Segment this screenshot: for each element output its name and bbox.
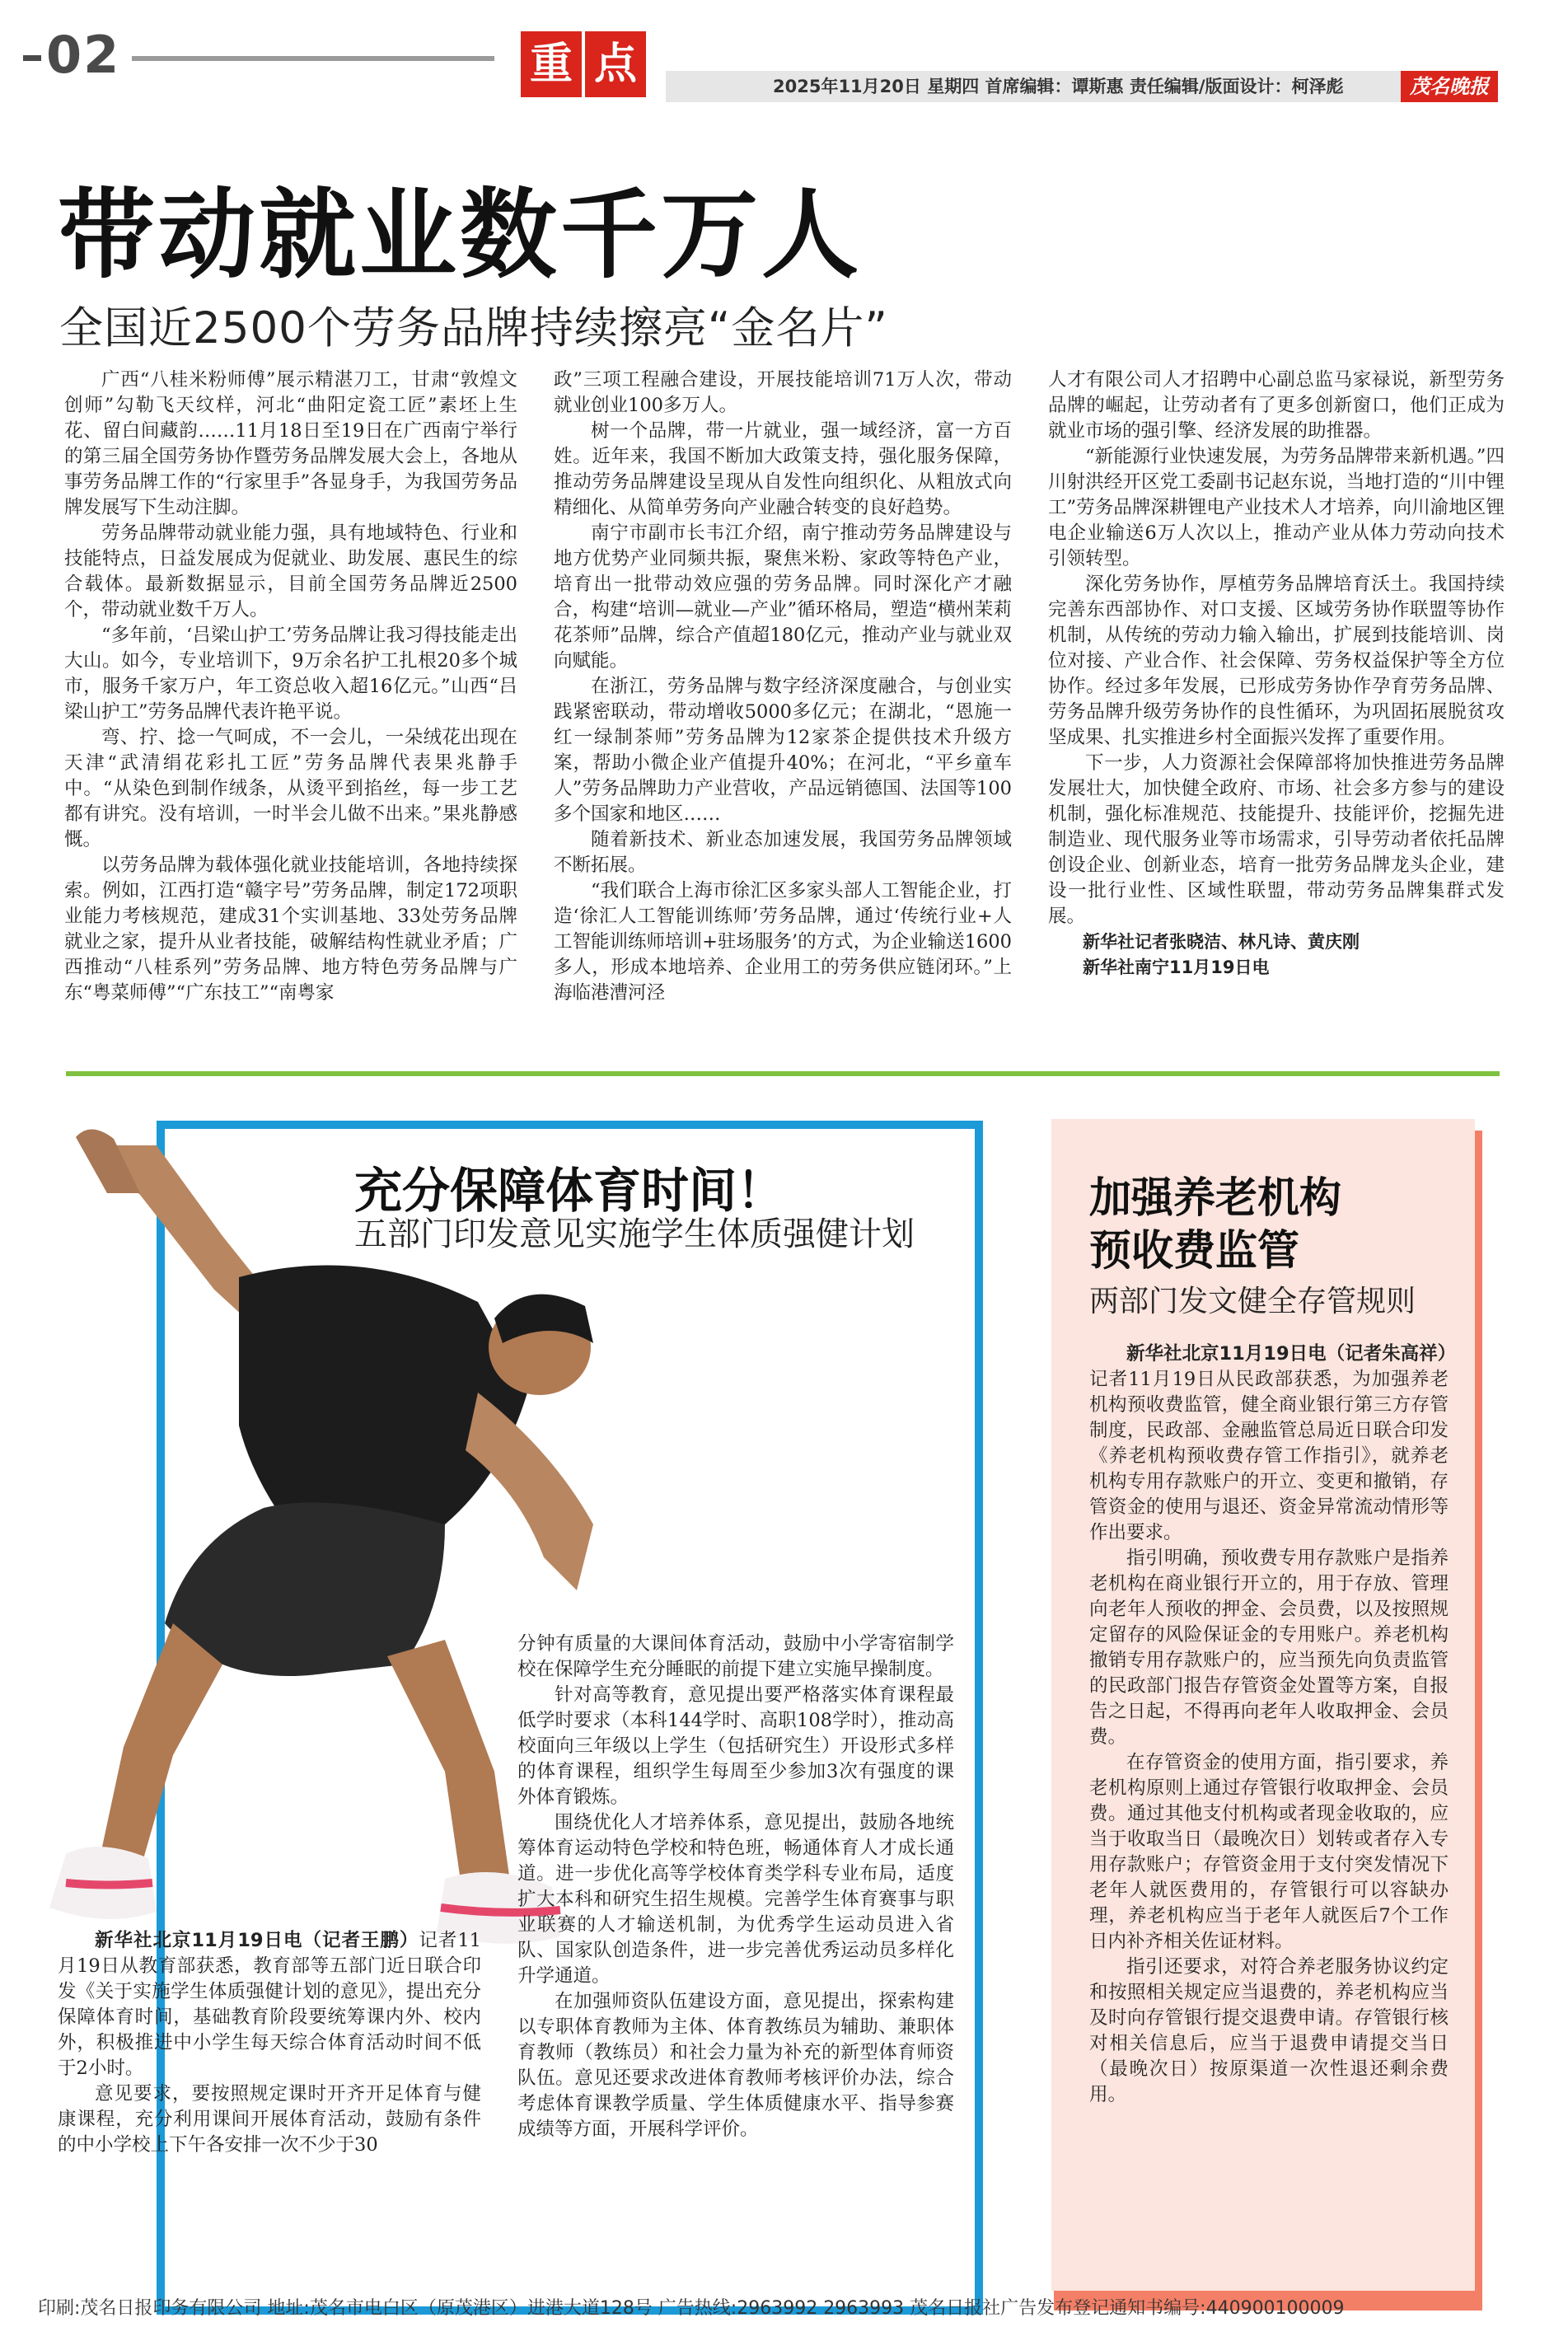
main-column-2 [554, 368, 1012, 1006]
sports-column-1 [58, 1928, 481, 2158]
paragraph: 以劳务品牌为载体强化就业技能培训，各地持续探索。例如，江西打造“赣字号”劳务品牌，制定172项职业能力考核规范，建成31个实训基地、33处劳务品牌就业之家，提升从业者技能，破解结构性就业矛盾；广西推动“八桂系列”劳务品牌、地方特色劳务品牌与广东“粤菜师傅”“广东技工”“南粤家 [64, 854, 517, 1004]
paragraph: 分钟有质量的大课间体育活动，鼓励中小学寄宿制学校在保障学生充分睡眠的前提下建立实施早操制度。 [517, 1633, 954, 1680]
sports-lead-label: 新华社北京11月19日电（记者王鹏） [95, 1930, 419, 1951]
paragraph: 随着新技术、新业态加速发展，我国劳务品牌领域不断拓展。 [554, 829, 1012, 876]
paragraph: 深化劳务协作，厚植劳务品牌培育沃土。我国持续完善东西部协作、对口支援、区域劳务协作联盟等协作机制，从传统的劳动力输入输出，扩展到技能培训、岗位对接、产业合作、社会保障、劳务权益保护等全方位协作。经过多年发展，已形成劳务协作孕育劳务品牌、劳务品牌升级劳务协作的良性循环，为巩固拓展脱贫攻坚成果、扎实推进乡村全面振兴发挥了重要作用。 [1048, 574, 1505, 748]
paragraph: 南宁市副市长韦江介绍，南宁推动劳务品牌建设与地方优势产业同频共振，聚焦米粉、家政等特色产业，培育出一批带动效应强的劳务品牌。同时深化产才融合，构建“培训—就业—产业”循环格局，塑造“横州茉莉花茶师”品牌，综合产值超180亿元，推动产业与就业双向赋能。 [554, 522, 1012, 672]
pension-title-line: 加强养老机构 [1089, 1174, 1342, 1223]
paragraph: 在存管资金的使用方面，指引要求，养老机构原则上通过存管银行收取押金、会员费。通过其他支付机构或者现金收取的，应当于收取当日（最晚次日）划转或者存入专用存款账户；存管资金用于支付突发情况下老年人就医费用的，存管银行可以容缺办理，养老机构应当于老年人就医后7个工作日内补齐相关佐证材料。 [1089, 1752, 1449, 1952]
section-char-2: 点 [585, 31, 646, 97]
paragraph: 下一步，人力资源社会保障部将加快推进劳务品牌发展壮大，加快健全政府、市场、社会多方参与的建设机制，强化标准规范、技能提升、技能评价，挖掘先进制造业、现代服务业等市场需求，引导劳动者依托品牌创设企业、创新业态，培育一批劳务品牌龙头企业，建设一批行业性、区域性联盟，带动劳务品牌集群式发展。 [1048, 752, 1505, 927]
section-char-1: 重 [521, 31, 582, 97]
section-divider [66, 1071, 1500, 1076]
main-column-1 [64, 368, 517, 1006]
footer-info: 印刷:茂名日报印务有限公司 地址:茂名市电白区（原茂港区）进港大道128号 广告热线:2963992 2963993 茂名日报社广告发布登记通知书编号:440900100009 [38, 2298, 1345, 2319]
sports-column-2 [517, 1632, 954, 2142]
pension-title [1089, 1173, 1341, 1278]
byline-reporters: 新华社记者张晓洁、林凡诗、黄庆刚 [1083, 932, 1360, 952]
sports-title: 充分保障体育时间！ [354, 1163, 785, 1219]
paragraph: 广西“八桂米粉师傅”展示精湛刀工，甘肃“敦煌文创师”勾勒飞天纹样，河北“曲阳定瓷工匠”素坯上生花、留白间藏韵……11月18日至19日在广西南宁举行的第三届全国劳务协作暨劳务品牌发展大会上，各地从事劳务品牌工作的“行家里手”各显身手，为我国劳务品牌发展写下生动注脚。 [64, 369, 517, 518]
main-subhead: 全国近2500个劳务品牌持续擦亮“金名片” [59, 303, 888, 353]
paragraph: 围绕优化人才培养体系，意见提出，鼓励各地统筹体育运动特色学校和特色班，畅通体育人才成长通道。进一步优化高等学校体育类学科专业布局，适度扩大本科和研究生招生规模。完善学生体育赛事与职业联赛的人才输送机制，为优秀学生运动员进入省队、国家队创造条件，进一步完善优秀运动员多样化升学通道。 [517, 1812, 954, 1987]
main-headline: 带动就业数千万人 [58, 178, 863, 292]
paragraph: 指引明确，预收费专用存款账户是指养老机构在商业银行开立的，用于存放、管理向老年人预收的押金、会员费，以及按照规定留存的风险保证金的专用账户。养老机构撤销专用存款账户的，应当预先向负责监管的民政部门报告存管资金处置等方案，自报告之日起，不得再向老年人收取押金、会员费。 [1089, 1547, 1449, 1748]
main-column-3 [1048, 368, 1505, 981]
paragraph: 意见要求，要按照规定课时开齐开足体育与健康课程，充分利用课间开展体育活动，鼓励有条件的中小学校上下午各安排一次不少于30 [58, 2083, 481, 2156]
pension-subtitle: 两部门发文健全存管规则 [1089, 1285, 1416, 1318]
paragraph [1089, 1341, 1457, 1546]
paragraph: 针对高等教育，意见提出要严格落实体育课程最低学时要求（本科144学时、高职108学时），推动高校面向三年级以上学生（包括研究生）开设形式多样的体育课程，组织学生每周至少参加3次有强度的课外体育锻炼。 [517, 1684, 954, 1808]
pension-title-line: 预收费监管 [1089, 1227, 1300, 1276]
paragraph: “我们联合上海市徐汇区多家头部人工智能企业，打造‘徐汇人工智能训练师’劳务品牌，通过‘传统行业+人工智能训练师培训+驻场服务’的方式，为企业输送1600多人，形成本地培养、企业用工的劳务供应链闭环。”上海临港漕河泾 [554, 880, 1012, 1004]
paragraph: 在浙江，劳务品牌与数字经济深度融合，与创业实践紧密联动，带动增收5000多亿元；在湖北，“恩施一红一绿制茶师”劳务品牌为12家茶企提供技术升级方案，帮助小微企业产值提升40%；在河北，“平乡童车人”劳务品牌助力产业营收，产品远销德国、法国等100多个国家和地区…… [554, 676, 1012, 825]
page-number: 02 [23, 25, 120, 85]
paragraph: 指引还要求，对符合养老服务协议约定和按照相关规定应当退费的，养老机构应当及时向存管银行提交退费申请。存管银行核对相关信息后，应当于退费申请提交当日（最晚次日）按原渠道一次性退还剩余费用。 [1089, 1956, 1449, 2105]
paragraph: “多年前，‘吕梁山护工’劳务品牌让我习得技能走出大山。如今，专业培训下，9万余名护工扎根20多个城市，服务千家万户，年工资总收入超16亿元。”山西“吕梁山护工”劳务品牌代表许艳平说。 [64, 625, 517, 723]
paragraph: 弯、拧、捻一气呵成，不一会儿，一朵绒花出现在天津“武清绢花彩扎工匠”劳务品牌代表果兆静手中。“从染色到制作绒条，从烫平到掐丝，每一步工艺都有讲究。没有培训，一时半会儿做不出来。”果兆静感慨。 [64, 727, 517, 850]
paragraph: 树一个品牌，带一片就业，强一域经济，富一方百姓。近年来，我国不断加大政策支持，强化服务保障，推动劳务品牌建设呈现从自发性向组织化、从粗放式向精细化、从简单劳务向产业融合转变的良好趋势。 [554, 420, 1012, 518]
section-label [521, 31, 646, 97]
paragraph: 在加强师资队伍建设方面，意见提出，探索构建以专职体育教师为主体、体育教练员为辅助、兼职体育教师（教练员）和社会力量为补充的新型体育师资队伍。意见还要求改进体育教师考核评价办法，综合考虑体育课教学质量、学生体质健康水平、指导参赛成绩等方面，开展科学评价。 [517, 1991, 954, 2140]
paragraph: “新能源行业快速发展，为劳务品牌带来新机遇。”四川射洪经开区党工委副书记赵东说，当地打造的“川中锂工”劳务品牌深耕锂电产业技术人才培养，向川渝地区锂电企业输送6万人次以上，推动产业从体力劳动向技术引领转型。 [1048, 446, 1505, 569]
pension-column [1089, 1341, 1457, 2108]
header-rule [132, 56, 494, 61]
newspaper-logo: 茂名晚报 [1401, 71, 1498, 102]
paragraph [58, 1928, 481, 2081]
paragraph-text: 记者11月19日从教育部获悉，教育部等五部门近日联合印发《关于实施学生体质强健计划的意见》，提出充分保障体育时间，基础教育阶段要统筹课内外、校内外，积极推进中小学生每天综合体育活动时间不低于2小时。 [58, 1930, 481, 2079]
byline-dateline: 新华社南宁11月19日电 [1083, 957, 1270, 977]
pension-lead-label: 新华社北京11月19日电（记者朱高祥） [1126, 1343, 1457, 1365]
paragraph: 人才有限公司人才招聘中心副总监马家禄说，新型劳务品牌的崛起，让劳动者有了更多创新窗口，他们正成为就业市场的强引擎、经济发展的助推器。 [1048, 369, 1505, 442]
sports-subtitle: 五部门印发意见实施学生体质强健计划 [354, 1215, 915, 1253]
paragraph: 劳务品牌带动就业能力强，具有地域特色、行业和技能特点，日益发展成为促就业、助发展、惠民生的综合载体。最新数据显示，目前全国劳务品牌近2500个，带动就业数千万人。 [64, 522, 517, 620]
paragraph-text: 记者11月19日从民政部获悉，为加强养老机构预收费监管，健全商业银行第三方存管制度，民政部、金融监管总局近日联合印发《养老机构预收费存管工作指引》，就养老机构专用存款账户的开立、变更和撤销，存管资金的使用与退还、资金异常流动情形等作出要求。 [1089, 1369, 1449, 1543]
paragraph: 政”三项工程融合建设，开展技能培训71万人次，带动就业创业100多万人。 [554, 369, 1012, 416]
header-info: 2025年11月20日 星期四 首席编辑：谭斯惠 责任编辑/版面设计：柯泽彪 [773, 77, 1344, 96]
